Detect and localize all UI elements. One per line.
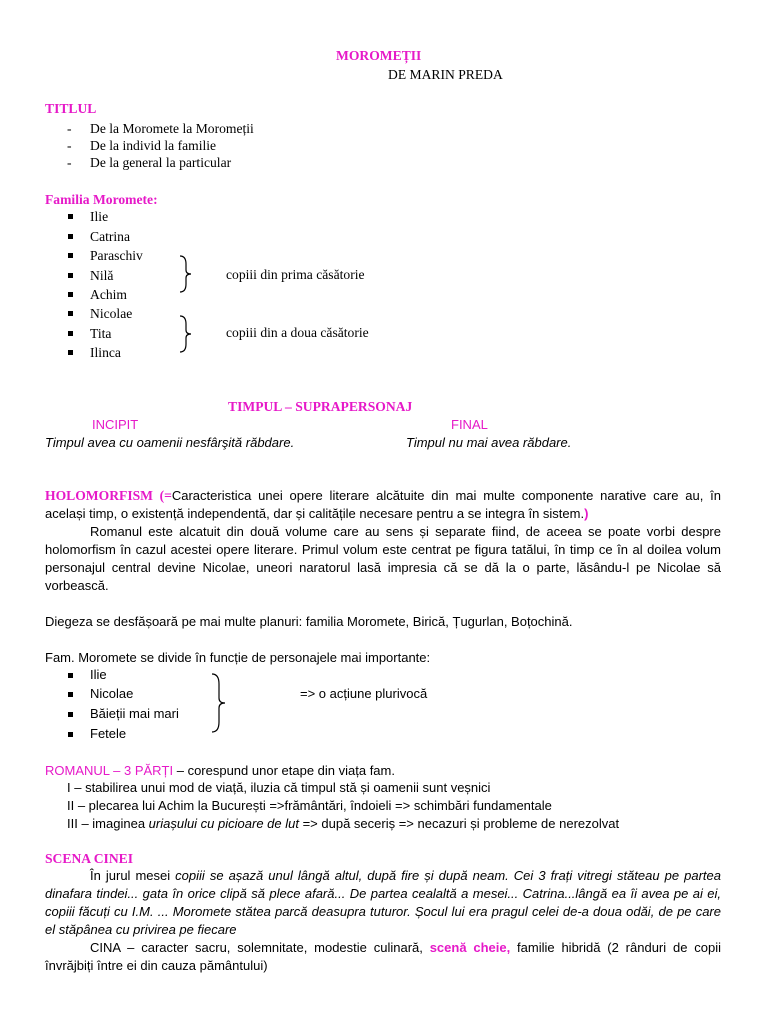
list-item: Ilie: [90, 667, 107, 682]
incipit-text: Timpul avea cu oamenii nesfârşită răbdare.: [45, 435, 295, 450]
romanul-part: [67, 815, 619, 832]
bullet-icon: [68, 673, 73, 678]
document-author: DE MARIN PREDA: [388, 67, 503, 82]
bullet-icon: [68, 331, 73, 336]
bullet-icon: [68, 732, 73, 737]
cina-p2-pre: CINA – caracter sacru, solemnitate, modestie culinară,: [90, 940, 430, 955]
holomorfism-heading: HOLOMORFISM (=: [45, 488, 172, 503]
timpul-heading: TIMPUL – SUPRAPERSONAJ: [228, 399, 413, 414]
list-item: Ilinca: [90, 345, 121, 360]
titlul-item: - De la general la particular: [90, 154, 231, 171]
bullet-icon: [68, 214, 73, 219]
bullet-icon: [68, 712, 73, 717]
holomorfism-paragraph: Romanul este alcatuit din două volume care au sens și separate fiind, de aceea se poate vorbi despre holomorfism în cazul acestei opere literare. Primul volum este centrat pe figura tatălui, în timp ce în al doilea volum personajul central devine Nicolae, uneori naratorul lasă impresia că se dă la o parte, lăsându-l pe Nicolae să vorbească.: [45, 524, 721, 593]
fam-intro-text: Fam. Moromete se divide în funcție de personajele mai importante:: [45, 650, 431, 665]
bullet-icon: [68, 692, 73, 697]
note-second-marriage: copiii din a doua căsătorie: [226, 325, 369, 340]
familia-heading: Familia Moromete:: [45, 192, 158, 207]
holomorfism-definition: [45, 487, 721, 523]
bullet-icon: [68, 253, 73, 258]
list-item: Nicolae: [90, 306, 133, 321]
titlul-item: - De la Moromete la Moromeții: [90, 120, 254, 137]
bullet-icon: [68, 292, 73, 297]
list-item: Nicolae: [90, 686, 134, 701]
final-text: Timpul nu mai avea răbdare.: [406, 435, 572, 450]
bullet-icon: [68, 273, 73, 278]
romanul-part: II – plecarea lui Achim la București =>frământări, îndoieli => schimbări fundamentale: [67, 798, 552, 813]
titlul-item: - De la individ la familie: [90, 137, 216, 154]
bullet-icon: [68, 311, 73, 316]
holomorfism-close: ): [584, 506, 589, 521]
note-first-marriage: copiii din prima căsătorie: [226, 267, 365, 282]
cina-paragraph: [45, 939, 721, 975]
romanul-desc: – corespund unor etape din viața fam.: [173, 763, 395, 778]
scena-heading: SCENA CINEI: [45, 851, 134, 866]
diegeza-text: Diegeza se desfășoară pe mai multe planuri: familia Moromete, Birică, Țugurlan, Boțochină.: [45, 614, 573, 629]
incipit-label: INCIPIT: [92, 417, 139, 432]
romanul-heading: ROMANUL – 3 PĂRȚI: [45, 763, 174, 778]
titlul-heading: TITLUL: [45, 101, 97, 116]
cina-p2-post: familie hibridă (2 rânduri de copii învrăjbiți între ei din cauza pământului): [45, 940, 721, 973]
bullet-icon: [68, 234, 73, 239]
list-item: Catrina: [90, 229, 131, 244]
cina-key-scene: scenă cheie,: [429, 940, 511, 955]
list-item: Fetele: [90, 726, 127, 741]
scena-paragraph: [45, 867, 721, 939]
romanul-line: [45, 762, 395, 779]
holomorfism-def-text: Caracteristica unei opere literare alcătuite din mai multe componente narative care au, în același timp, o existență independentă, dar și calitățile necesare pentru a se integra în sistem.: [45, 488, 721, 521]
romanul-part3-pre: III – imaginea: [67, 816, 149, 831]
list-item: Paraschiv: [90, 248, 143, 263]
brace-icon: [208, 672, 230, 734]
list-item: Nilă: [90, 268, 114, 283]
scena-p1-italic: copiii se așază unul lângă altul, după fire și după neam. Cei 3 frați vitregi stăteau pe partea dinafara tindei... gata în orice clipă să plece afară... De partea cealaltă a mesei... Catrina...lângă ea îi avea pe ai ei, copiii făcuți cu I.M. ... Moromete stătea parcă deasupra tuturor. Șocul lui era pragul celei de-a doua odăi, de pe care el stăpânea cu privirea pe fiecare: [45, 868, 721, 937]
brace-icon: [176, 254, 196, 294]
final-label: FINAL: [451, 417, 488, 432]
scena-p1-pre: În jurul mesei: [90, 868, 176, 883]
bullet-icon: [68, 350, 73, 355]
romanul-part3-italic: uriașului cu picioare de lut: [148, 816, 299, 831]
list-item: Achim: [90, 287, 127, 302]
document-title: MOROMEȚII: [336, 48, 422, 63]
brace-icon: [176, 314, 196, 354]
list-item: Tita: [90, 326, 112, 341]
plurivoca-result: => o acțiune plurivocă: [300, 686, 428, 701]
romanul-part3-post: => după seceriș => necazuri și probleme de nerezolvat: [298, 816, 620, 831]
list-item: Băieții mai mari: [90, 706, 179, 721]
romanul-part: I – stabilirea unui mod de viață, iluzia că timpul stă și oamenii sunt veșnici: [67, 780, 491, 795]
list-item: Ilie: [90, 209, 109, 224]
